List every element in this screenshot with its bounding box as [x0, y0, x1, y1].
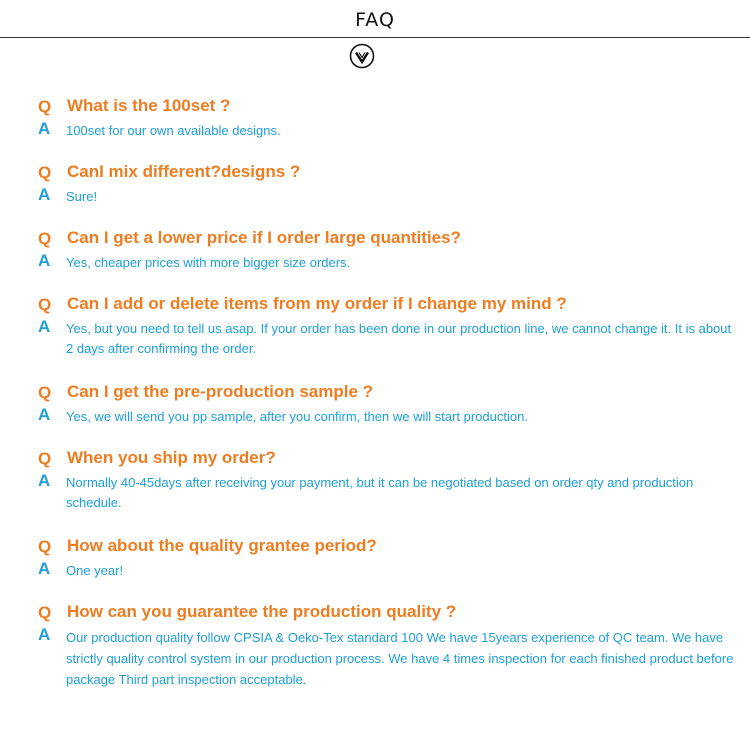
a-marker: A — [38, 317, 51, 336]
faq-answer: Our production quality follow CPSIA & Oeko-Tex standard 100 We have 15years experience of QC team. We have strictly quality control system in our production process. We have 4 times inspection for each finished product before package Third part inspection acceptable. — [66, 630, 734, 687]
faq-question: Can I get the pre-production sample ? — [67, 382, 374, 401]
page-title: FAQ — [355, 9, 395, 31]
q-marker: Q — [38, 603, 52, 622]
faq-item — [0, 229, 750, 273]
faq-question: What is the 100set ? — [67, 96, 231, 115]
faq-item — [0, 602, 750, 687]
q-marker: Q — [38, 383, 52, 402]
a-marker: A — [38, 405, 51, 424]
faq-item — [0, 383, 750, 427]
faq-item — [0, 97, 750, 141]
faq-answer: Yes, we will send you pp sample, after you confirm, then we will start production. — [66, 409, 528, 424]
faq-answer: 100set for our own available designs. — [66, 123, 281, 138]
faq-item — [0, 448, 750, 510]
q-marker: Q — [38, 449, 52, 468]
faq-question: When you ship my order? — [67, 448, 276, 467]
faq-question: Can I get a lower price if I order large quantities? — [67, 228, 461, 247]
faq-answer: Normally 40-45days after receiving your payment, but it can be negotiated based on order qty and production schedule. — [66, 475, 694, 510]
faq-answer: Yes, cheaper prices with more bigger size orders. — [66, 255, 351, 270]
a-marker: A — [38, 471, 51, 490]
q-marker: Q — [38, 163, 52, 182]
a-marker: A — [38, 251, 51, 270]
faq-question: Can I add or delete items from my order if I change my mind ? — [67, 294, 567, 313]
faq-question: CanI mix different?designs ? — [67, 162, 301, 181]
faq-question: How about the quality grantee period? — [67, 536, 377, 555]
a-marker: A — [38, 119, 51, 138]
a-marker: A — [38, 185, 51, 204]
faq-answer: Yes, but you need to tell us asap. If your order has been done in our production line, we cannot change it. It is about 2 days after confirming the order. — [66, 321, 732, 356]
faq-question: How can you guarantee the production quality ? — [67, 602, 457, 621]
q-marker: Q — [38, 229, 52, 248]
a-marker: A — [38, 625, 51, 644]
faq-answer: Sure! — [66, 189, 98, 204]
faq-item — [0, 294, 750, 356]
q-marker: Q — [38, 97, 52, 116]
q-marker: Q — [38, 537, 52, 556]
faq-item — [0, 537, 750, 581]
faq-answer: One year! — [66, 563, 124, 578]
q-marker: Q — [38, 295, 52, 314]
faq-item — [0, 163, 750, 207]
a-marker: A — [38, 559, 51, 578]
